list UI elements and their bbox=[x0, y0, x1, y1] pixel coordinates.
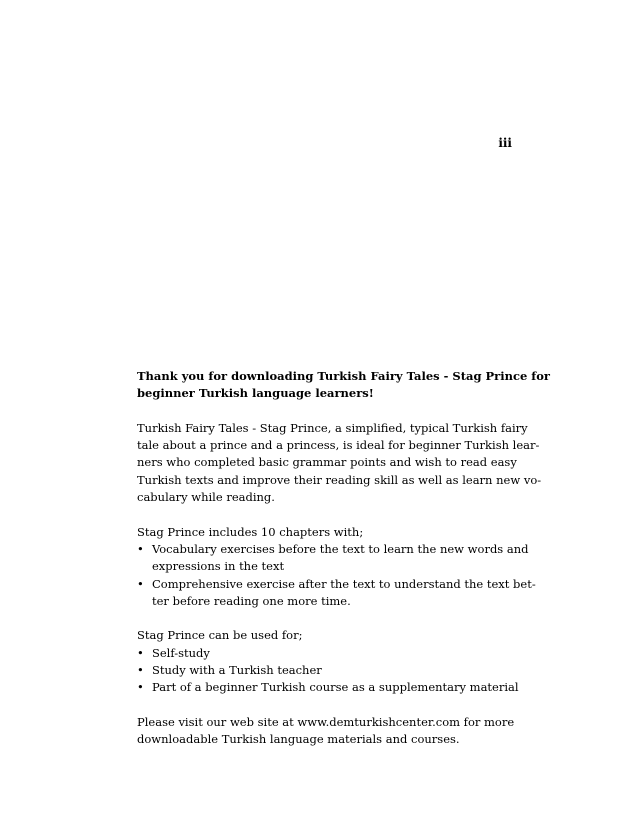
page-content bbox=[137, 368, 550, 749]
list-item bbox=[137, 645, 513, 662]
bullet-icon: • bbox=[137, 680, 144, 695]
intro-line: Turkish texts and improve their reading skill as well as learn new vo- bbox=[137, 472, 542, 487]
intro-line: ners who completed basic grammar points and wish to read easy bbox=[137, 455, 517, 470]
intro-line: tale about a prince and a princess, is ideal for beginner Turkish lear- bbox=[137, 438, 540, 453]
heading-line: Thank you for downloading Turkish Fairy Tales - Stag Prince for bbox=[137, 369, 550, 383]
list-item-line: Comprehensive exercise after the text to understand the text bet- bbox=[152, 576, 536, 591]
list-item-text: Part of a beginner Turkish course as a supplementary material bbox=[152, 680, 519, 695]
closing-paragraph bbox=[137, 714, 513, 749]
list-item bbox=[137, 679, 519, 696]
closing-line: downloadable Turkish language materials and courses. bbox=[137, 732, 460, 747]
intro-paragraph bbox=[137, 420, 542, 506]
list-item bbox=[137, 541, 529, 576]
list-item-line: ter before reading one more time. bbox=[152, 593, 351, 608]
list-item bbox=[137, 662, 513, 679]
list-item-line: expressions in the text bbox=[152, 559, 285, 574]
intro-line: cabulary while reading. bbox=[137, 490, 275, 505]
uses-list bbox=[137, 645, 519, 697]
list-item-text: Self-study bbox=[152, 645, 210, 660]
list-item-line: Vocabulary exercises before the text to learn the new words and bbox=[152, 541, 529, 556]
bullet-icon: • bbox=[137, 663, 144, 678]
bullet-icon: • bbox=[137, 541, 144, 556]
bullet-icon: • bbox=[137, 645, 144, 660]
intro-line: Turkish Fairy Tales - Stag Prince, a simplified, typical Turkish fairy bbox=[137, 420, 528, 435]
list-item bbox=[137, 576, 536, 611]
uses-section bbox=[137, 627, 519, 696]
heading-line: beginner Turkish language learners! bbox=[137, 386, 374, 401]
chapters-intro: Stag Prince includes 10 chapters with; bbox=[137, 524, 364, 539]
chapter-features-list bbox=[137, 541, 536, 610]
chapters-section bbox=[137, 524, 536, 610]
page-number: iii bbox=[498, 136, 512, 150]
list-item-text: Study with a Turkish teacher bbox=[152, 663, 322, 678]
thank-you-heading bbox=[137, 368, 550, 403]
bullet-icon: • bbox=[137, 576, 144, 591]
uses-intro: Stag Prince can be used for; bbox=[137, 628, 303, 643]
closing-line: Please visit our web site at www.demturkishcenter.com for more bbox=[137, 714, 515, 729]
